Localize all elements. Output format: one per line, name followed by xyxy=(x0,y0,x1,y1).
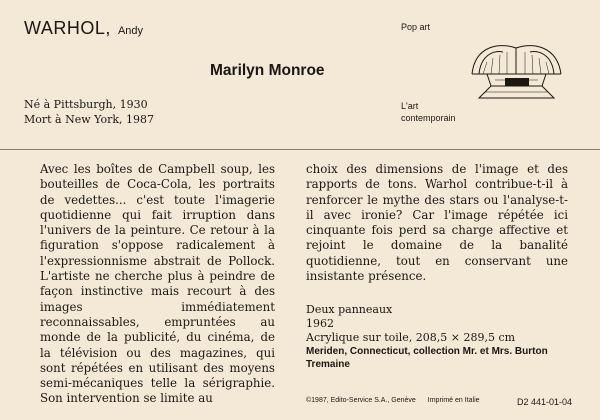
death-line: Mort à New York, 1987 xyxy=(24,113,155,126)
artwork-details xyxy=(306,303,576,371)
card-code: D2 441-01-04 xyxy=(516,397,572,407)
period-line-2: contemporain xyxy=(401,113,456,123)
description-column-right: choix des dimensions de l'image et des rapports de tons. Warhol contribue-t-il à renforcer le mythe des stars ou l'analyse-t-il avec ironie? Car l'image répétée ici cinquante fois perd sa charge affective et rejoint le domaine de la banalité quotidienne, tout en conservant une insistante présence. xyxy=(306,162,568,284)
artist-bio xyxy=(24,97,154,127)
movement-label: Pop art xyxy=(401,22,431,32)
museum-building-icon xyxy=(469,40,564,102)
period-label xyxy=(401,100,456,124)
artist-first-name: Andy xyxy=(117,25,144,37)
printed-text: Imprimé en Italie xyxy=(427,397,480,404)
copyright-text: ©1987, Edito-Service S.A., Genève xyxy=(306,397,416,404)
divider-line xyxy=(0,149,600,150)
year-line: 1962 xyxy=(306,317,334,330)
birth-line: Né à Pittsburgh, 1930 xyxy=(24,98,148,111)
card-footer xyxy=(306,397,572,407)
work-title: Marilyn Monroe xyxy=(210,62,325,79)
panels-line: Deux panneaux xyxy=(306,303,393,316)
description-column-left: Avec les boîtes de Campbell soup, les bouteilles de Coca-Cola, les portraits de vedettes... c'est toute l'imagerie quotidienne qui fait irruption dans l'univers de la peinture. Ce retour à la figuration s'oppose radicalement à l'expressionnisme abstrait de Pollock. L'artiste ne cherche plus à peindre de façon instinctive mais recourt à des images immédiatement reconnaissables, empruntées au monde de la publicité, du cinéma, de la télévision ou des magazines, qui sont répétées en utilisant des moyens semi-mécaniques telle la sérigraphie. Son intervention se limite au xyxy=(40,162,275,406)
medium-line: Acrylique sur toile, 208,5 × 289,5 cm xyxy=(306,331,516,344)
period-line-1: L'art xyxy=(401,101,419,111)
artist-surname: WARHOL, xyxy=(24,18,111,38)
collection-line: Meriden, Connecticut, collection Mr. et Mrs. Burton Tremaine xyxy=(306,346,548,370)
artist-name xyxy=(24,18,143,39)
